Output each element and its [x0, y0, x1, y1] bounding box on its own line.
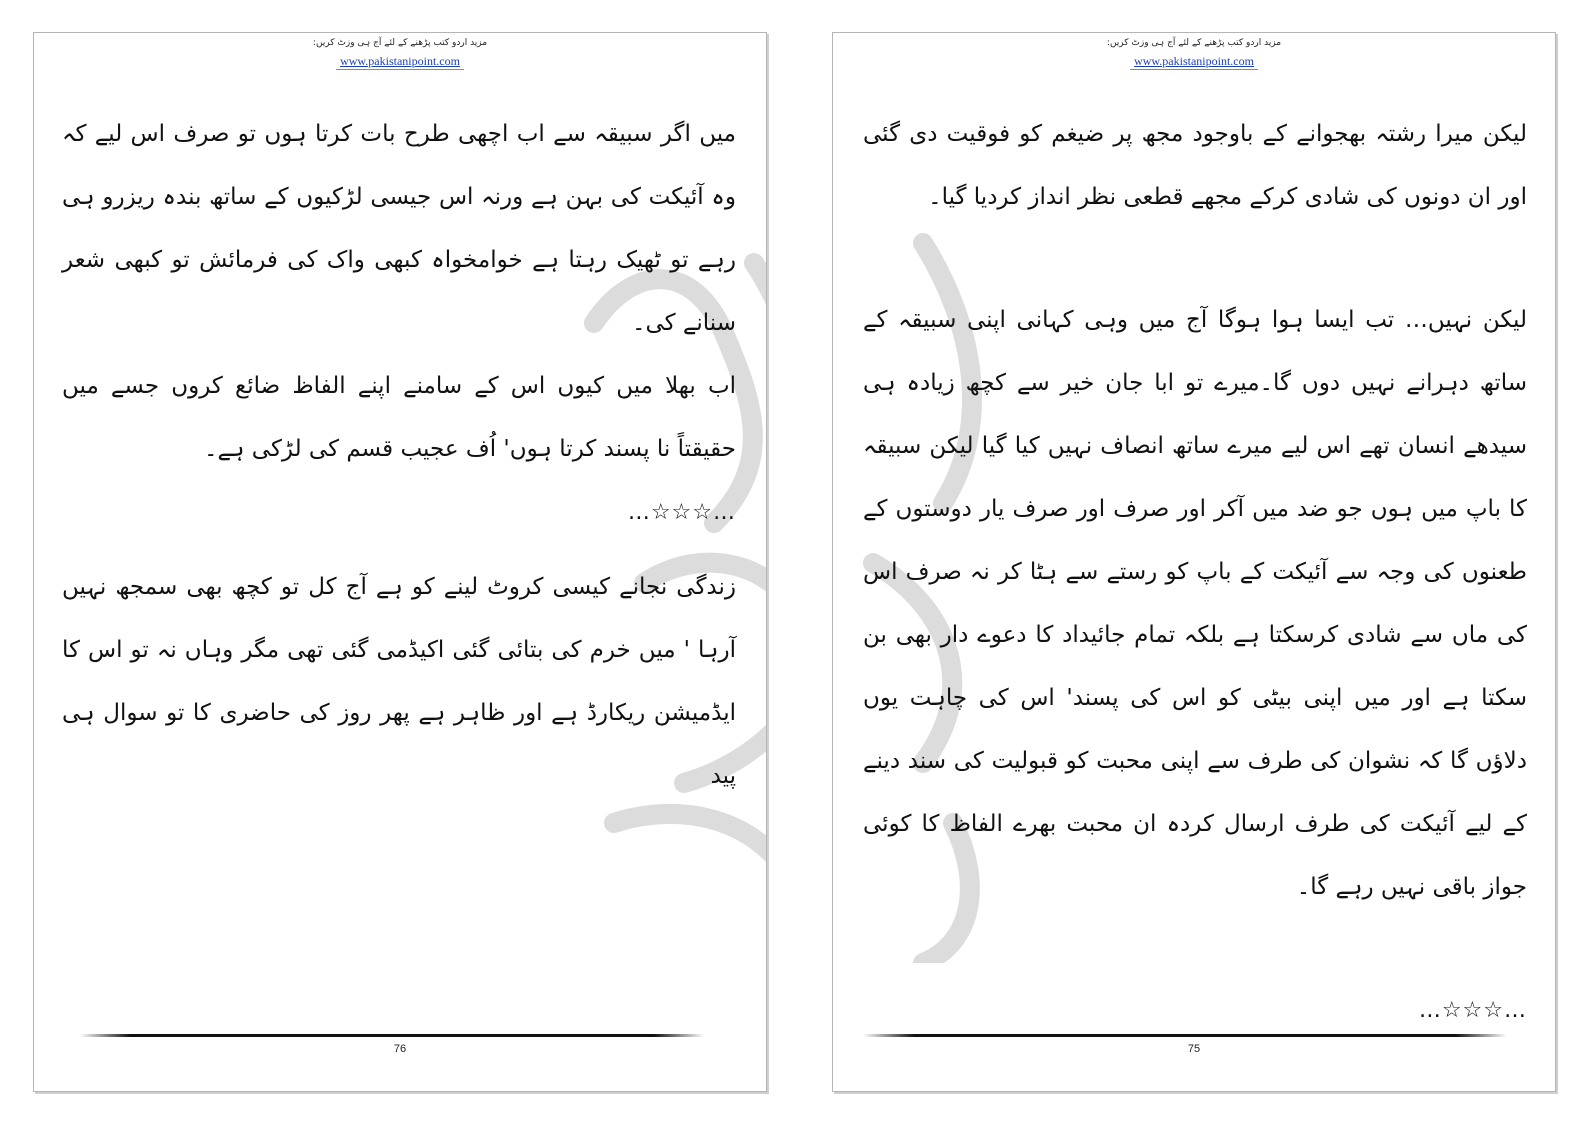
paragraph: لیکن میرا رشتہ بھجوانے کے باوجود مجھ پر ضیغم کو فوقیت دی گئی اور ان دونوں کی شادی کرکے مجھے قطعی نظر انداز کردیا گیا۔ — [863, 121, 1527, 210]
paragraph: اب بھلا میں کیوں اس کے سامنے اپنے الفاظ ضائع کروں جسے میں حقیقتاً نا پسند کرتا ہوں' اُف عجیب قسم کی لڑکی ہے۔ — [62, 373, 736, 462]
paragraph: زندگی نجانے کیسی کروٹ لینے کو ہے آج کل تو کچھ بھی سمجھ نہیں آرہا ' میں خرم کی بتائی گئی اکیڈمی گئی تھی مگر وہاں نہ تو اس کا ایڈمیشن ریکارڈ ہے اور ظاہر ہے پھر روز کی حاضری کا تو سوال ہی پید — [62, 574, 736, 789]
header-url-link[interactable]: www.pakistanipoint.com — [1134, 54, 1254, 68]
section-separator: …☆☆☆… — [1418, 998, 1527, 1023]
footer-rule — [80, 1034, 704, 1037]
page-header — [34, 36, 766, 70]
spacer — [863, 919, 1527, 979]
paragraph: میں اگر سبیقہ سے اب اچھی طرح بات کرتا ہوں تو صرف اس لیے کہ وہ آئیکت کی بہن ہے ورنہ اس جیسی لڑکیوں کے ساتھ بندہ ریزرو ہی رہے تو ٹھیک رہتا ہے خوامخواہ کبھی واک کی فرمائش تو کبھی شعر سنانے کی۔ — [62, 121, 736, 336]
page-body — [62, 103, 736, 808]
spacer — [863, 229, 1527, 289]
footer-rule — [863, 1034, 1507, 1037]
page-body — [863, 103, 1527, 1042]
page-75 — [832, 32, 1556, 1092]
spacer — [62, 544, 736, 556]
header-url-box — [336, 50, 464, 70]
page-header — [833, 36, 1555, 70]
page-76 — [33, 32, 767, 1092]
section-separator: …☆☆☆… — [627, 500, 736, 525]
page-number: 76 — [393, 1043, 407, 1055]
page-number: 75 — [1187, 1043, 1201, 1055]
header-url-link[interactable]: www.pakistanipoint.com — [340, 54, 460, 68]
header-note: مزید اردو کتب پڑھنے کے لئے آج ہی وزٹ کریں: — [1106, 38, 1282, 48]
header-note: مزید اردو کتب پڑھنے کے لئے آج ہی وزٹ کریں: — [312, 38, 488, 48]
paragraph: لیکن نہیں… تب ایسا ہوا ہوگا آج میں وہی کہانی اپنی سبیقہ کے ساتھ دہرانے نہیں دوں گا۔میرے تو ابا جان خیر سے کچھ زیادہ ہی سیدھے انسان تھے اس لیے میرے ساتھ انصاف نہیں کیا گیا لیکن سبیقہ کا باپ میں ہوں جو ضد میں آکر اور صرف اور صرف یار دوستوں کے طعنوں کی وجہ سے آئیکت کے باپ کو رستے سے ہٹا کر نہ صرف اس کی ماں سے شادی کرسکتا ہے بلکہ تمام جائیداد کا دعوے دار بھی بن سکتا ہے اور میں اپنی بیٹی کو اس کی پسند' اس کی چاہت یوں دلاؤں گا کہ نشوان کی طرف سے اپنی محبت کو قبولیت کی سند دینے کے لیے آئیکت کی طرف ارسال کردہ ان محبت بھرے الفاظ کا کوئی جواز باقی نہیں رہے گا۔ — [863, 307, 1527, 900]
header-url-box — [1130, 50, 1258, 70]
